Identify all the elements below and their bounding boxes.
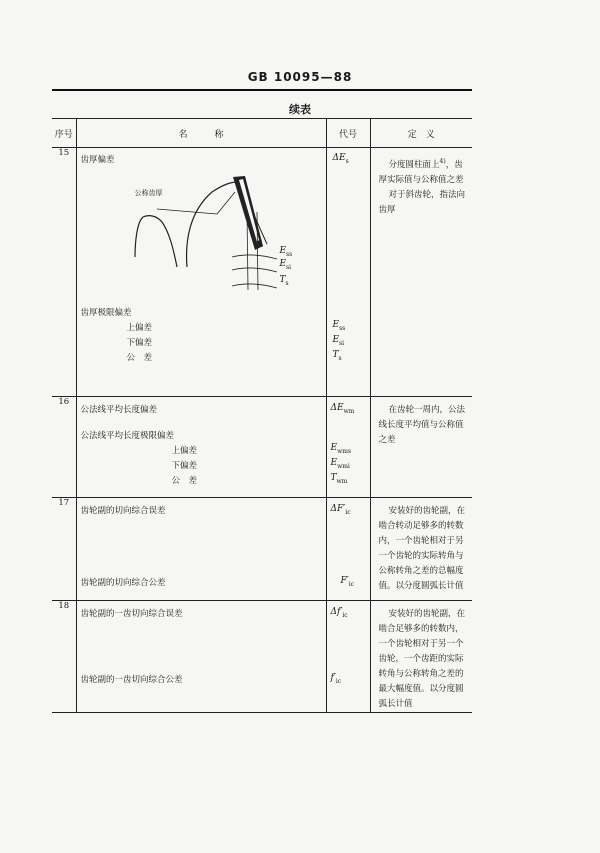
col-header-definition: 定 义	[370, 119, 472, 148]
upper-deviation-label: 上偏差	[171, 446, 198, 456]
term-name: 齿厚偏差	[80, 155, 115, 165]
diagram-label-esi: $E_{si}$	[279, 259, 292, 271]
lower-deviation-label: 下偏差	[171, 461, 198, 471]
table-header-row	[52, 119, 472, 148]
upper-deviation-label: 上偏差	[126, 323, 153, 333]
table-row	[52, 601, 472, 713]
col-header-code: 代号	[326, 119, 370, 148]
row-code-cell	[326, 148, 370, 397]
header-rule	[52, 89, 472, 91]
tolerance-label: 公 差	[126, 353, 153, 363]
row-name-cell	[76, 498, 326, 601]
row-code-cell	[326, 498, 370, 601]
code-main: $\Delta E_s$	[332, 153, 349, 165]
limit-deviation-heading: 齿厚极限偏差	[80, 308, 132, 318]
code-main: $\Delta f'_{ic}$	[330, 607, 348, 619]
row-number: 17	[52, 498, 76, 601]
row-code-cell	[326, 397, 370, 498]
diagram-label-ess: $E_{ss}$	[279, 246, 293, 258]
code-upper: $E_{wms}$	[330, 443, 351, 455]
row-definition-cell	[370, 148, 472, 397]
diagram-label-ts: $T_s$	[279, 275, 289, 287]
row-name-cell	[76, 148, 326, 397]
col-header-name: 名 称	[76, 119, 326, 148]
row-number: 15	[52, 148, 76, 397]
row-definition-cell	[370, 397, 472, 498]
tolerance-label: 公 差	[171, 476, 198, 486]
definition-text: 安装好的齿轮副，在啮合足够多的转数内，一个齿轮相对于另一个齿轮，一个齿距的实际转角与公称转角之差的最大幅度值。以分度圆弧长计值	[378, 609, 466, 709]
continued-caption: 续表	[289, 103, 311, 116]
code-tolerance: $T_s$	[332, 350, 342, 362]
limit-deviation-heading: 公法线平均长度极限偏差	[80, 431, 175, 441]
row-number: 16	[52, 397, 76, 498]
row-number: 18	[52, 601, 76, 713]
definition-note: 对于斜齿轮，指法向齿厚	[378, 189, 466, 215]
term-name: 齿轮副的切向综合误差	[80, 506, 166, 516]
definition-text: 安装好的齿轮副，在啮合转动足够多的转数内，一个齿轮相对于另一个齿轮的实际转角与公称转角之差的总幅度值。以分度圆弧长计值	[378, 506, 466, 591]
tooth-thickness-diagram	[117, 162, 287, 292]
term-name: 公法线平均长度偏差	[80, 405, 158, 415]
row-name-cell	[76, 601, 326, 713]
row-code-cell	[326, 601, 370, 713]
code-lower: $E_{wmi}$	[330, 458, 350, 470]
code-main: $\Delta E_{wm}$	[330, 403, 355, 415]
term-name: 齿轮副的一齿切向综合误差	[80, 609, 183, 619]
code-tolerance: $T_{wm}$	[330, 473, 348, 485]
code-main: $\Delta F'_{ic}$	[330, 504, 351, 516]
tolerance-name: 齿轮副的一齿切向综合公差	[80, 675, 183, 685]
row-definition-cell	[370, 498, 472, 601]
lower-deviation-label: 下偏差	[126, 338, 153, 348]
table-row	[52, 148, 472, 397]
definitions-table	[52, 118, 472, 713]
table-row	[52, 397, 472, 498]
standard-code: GB 10095—88	[247, 70, 353, 84]
nominal-thickness-label: 公称齿厚	[134, 189, 163, 197]
row-name-cell	[76, 397, 326, 498]
code-tolerance: $f'_{ic}$	[330, 673, 342, 685]
code-upper: $E_{ss}$	[332, 320, 346, 332]
definition-text: 在齿轮一周内，公法线长度平均值与公称值之差	[378, 405, 466, 445]
col-header-no: 序号	[52, 119, 76, 148]
row-definition-cell	[370, 601, 472, 713]
code-tolerance: $F'_{ic}$	[340, 576, 355, 588]
definition-text: 分度圆柱面上$^{4)}$，齿厚实际值与公称值之差	[378, 158, 464, 185]
code-lower: $E_{si}$	[332, 335, 345, 347]
table-row	[52, 498, 472, 601]
tolerance-name: 齿轮副的切向综合公差	[80, 578, 166, 588]
